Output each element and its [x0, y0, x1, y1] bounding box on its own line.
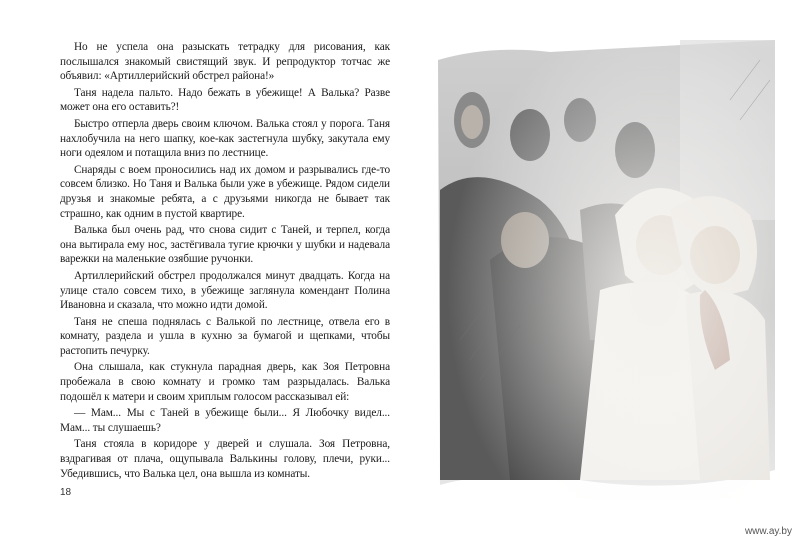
paragraph: Артиллерийский обстрел продолжался минут двадцать. Когда на улице стало совсем тихо, в убежище заглянула комендант Полина Ивановна и сказала, что можно идти домой.	[60, 269, 390, 312]
paragraph: Валька был очень рад, что снова сидит с Таней, и терпел, когда она вытирала ему нос, застёгивала тугие крючки у шубки и надевала варежки на маленькие озябшие ручонки.	[60, 224, 390, 266]
page-number: 18	[60, 487, 72, 498]
paragraph: Таня не спеша поднялась с Валькой по лестнице, отвела его в комнату, разделa и ушла в кухню за бумагой и щепками, чтобы растопить печурку.	[60, 315, 390, 357]
paragraph: Но не успела она разыскать тетрадку для рисования, как послышался знакомый свистящий звук. И репродуктор тотчас же объявил: «Артиллерийский обстрел района!»	[60, 41, 390, 83]
paragraph: Она слышала, как стукнула парадная дверь, как Зоя Петровна пробежала в свою комнату и громко там разрыдалась. Валька подошёл к матери и своим хриплым голосом рассказывал ей:	[60, 361, 390, 403]
paragraph: Быстро отперла дверь своим ключом. Валька стоял у порога. Таня нахлобучила на него шапку, кое-как застегнула шубку, закутала ему ноги одеялом и потащила вниз по лестнице.	[60, 117, 390, 160]
paragraph: Таня надела пальто. Надо бежать в убежище! А Валька? Разве может она его оставить?!	[60, 86, 390, 114]
paragraph: — Мам... Мы с Таней в убежище были... Я Любочку видел... Мам... ты слушаешь?	[60, 407, 390, 434]
illustration	[430, 40, 775, 500]
watermark: www.ay.by	[744, 526, 792, 537]
paragraph: Снаряды с воем проносились над их домом и разрывались где-то совсем близко. Но Таня и Валька были уже в убежище. Рядом сидели друзья и знакомые ребята, а с друзьями никогда не бывает так страшно, как одним в пустой квартире.	[60, 163, 390, 220]
text-column	[60, 40, 390, 483]
paragraph: Таня стояла в коридоре у дверей и слушала. Зоя Петровна, вздрагивая от плача, ощупывала Валькины голову, плечи, руки... Убедившись, что Валька цел, она вышла из комнаты.	[60, 438, 390, 480]
